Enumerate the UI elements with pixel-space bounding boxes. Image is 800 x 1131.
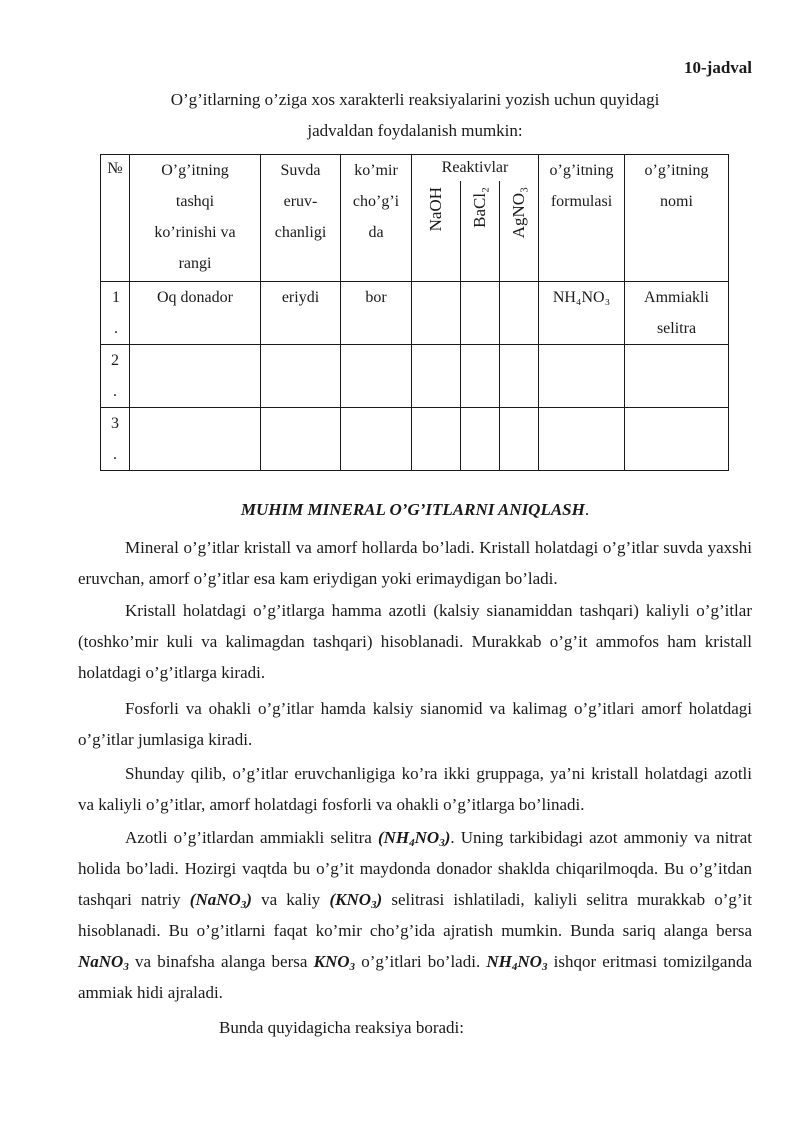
paragraph-6: Bunda quyidagicha reaksiya boradi:	[219, 1018, 465, 1037]
cell-reagent-agno3	[500, 282, 539, 345]
cell-reagent-bacl2	[461, 408, 500, 471]
cell-coal-test	[341, 345, 412, 408]
cell-name	[625, 408, 729, 471]
formula-nh4no3: $NH_4NO_3$	[486, 952, 548, 973]
cell-formula: NH₄NO₃	[539, 282, 625, 345]
cell-reagent-agno3	[500, 408, 539, 471]
table-row	[101, 408, 729, 471]
header-coal-test: ko’mir cho’g’i da	[341, 155, 412, 282]
paragraph-3: Fosforli va ohakli o’g’itlar hamda kalsiy sianomid va kalimag o’g’itlari amorf holatdagi o’g’itlar jumlasiga kiradi.	[78, 699, 752, 749]
header-reagent-agno3: AgNO₃	[500, 181, 539, 282]
table-row	[101, 282, 729, 345]
header-number: №	[101, 155, 130, 282]
header-reagent-bacl2: BaCl₂	[461, 181, 500, 282]
table-caption-line-2: jadvaldan foydalanish mumkin:	[307, 121, 523, 140]
paragraph-2: Kristall holatdagi o’g’itlarga hamma azotli (kalsiy sianamiddan tashqari) kaliyli o’g’itlar (toshko’mir kuli va kalimagdan tashqari) hisoblanadi. Murakkab o’g’it ammofos ham kristall holatdagi o’g’itlarga kiradi.	[78, 601, 752, 682]
cell-coal-test	[341, 408, 412, 471]
cell-formula	[539, 345, 625, 408]
table-number-label: 10-jadval	[684, 58, 752, 77]
formula-ammonium-nitrate: $(NH_4NO_3)$	[377, 828, 451, 849]
table-header-row	[101, 155, 729, 182]
cell-solubility	[261, 408, 341, 471]
cell-reagent-agno3	[500, 345, 539, 408]
cell-appearance	[130, 345, 261, 408]
cell-reagent-bacl2	[461, 345, 500, 408]
cell-reagent-naoh	[412, 282, 461, 345]
cell-solubility: eriydi	[261, 282, 341, 345]
cell-name: Ammiakli selitra	[625, 282, 729, 345]
header-reagents: Reaktivlar	[412, 155, 539, 182]
row-number: 3 .	[101, 408, 130, 471]
formula-potassium-nitrate: $(KNO_3)$	[329, 890, 383, 911]
formula-nano3: NaNO$_3$	[78, 952, 129, 973]
cell-formula	[539, 408, 625, 471]
table-row	[101, 345, 729, 408]
row-number: 2 .	[101, 345, 130, 408]
cell-appearance	[130, 408, 261, 471]
paragraph-4: Shunday qilib, o’g’itlar eruvchanligiga ko’ra ikki gruppaga, ya’ni kristall holatdagi azotli va kaliyli o’g’itlar, amorf holatdagi fosforli va ohakli o’g’itlarga bo’linadi.	[78, 764, 752, 814]
section-heading: MUHIM MINERAL O’G’ITLARNI ANIQLASH.	[240, 500, 590, 519]
formula-kno3: $KNO_3$	[313, 952, 356, 973]
cell-reagent-naoh	[412, 408, 461, 471]
header-reagent-naoh: NaOH	[412, 181, 461, 282]
cell-reagent-naoh	[412, 345, 461, 408]
header-solubility: Suvda eruv- chanligi	[261, 155, 341, 282]
fertilizer-table	[100, 154, 729, 471]
cell-appearance: Oq donador	[130, 282, 261, 345]
header-formula: o’g’itning formulasi	[539, 155, 625, 282]
header-name: o’g’itning nomi	[625, 155, 729, 282]
paragraph-1: Mineral o’g’itlar kristall va amorf hollarda bo’ladi. Kristall holatdagi o’g’itlar suvda yaxshi eruvchan, amorf o’g’itlar esa kam eriydigan yoki erimaydigan bo’ladi.	[78, 538, 752, 588]
row-number: 1 .	[101, 282, 130, 345]
cell-solubility	[261, 345, 341, 408]
formula-sodium-nitrate: (NaNO$_3$)	[189, 890, 252, 911]
cell-coal-test: bor	[341, 282, 412, 345]
table-caption-line-1: O’g’itlarning o’ziga xos xarakterli reaksiyalarini yozish uchun quyidagi	[170, 90, 660, 109]
cell-reagent-bacl2	[461, 282, 500, 345]
cell-name	[625, 345, 729, 408]
header-appearance: O’g’itning tashqi ko’rinishi va rangi	[130, 155, 261, 282]
paragraph-5: Azotli o’g’itlardan ammiakli selitra $(NH_4NO_3)$. Uning tarkibidagi azot ammoniy va nitrat holida bo’ladi. Hozirgi vaqtda bu o’g’it maydonda donador shaklda chiqarilmoqda. Bu o’g’itdan tashqari natriy (NaNO$_3$) va kaliy $(KNO_3)$ selitrasi ishlatiladi, kaliyli selitra murakkab o’g’it hisoblanadi. Bu o’g’itlarni faqat ko’mir cho’g’ida ajratish mumkin. Bunda sariq alanga bersa NaNO$_3$ va binafsha alanga bersa $KNO_3$ o’g’itlari bo’ladi. $NH_4NO_3$ ishqor eritmasi tomizilganda ammiak hidi ajraladi.	[78, 828, 753, 1002]
